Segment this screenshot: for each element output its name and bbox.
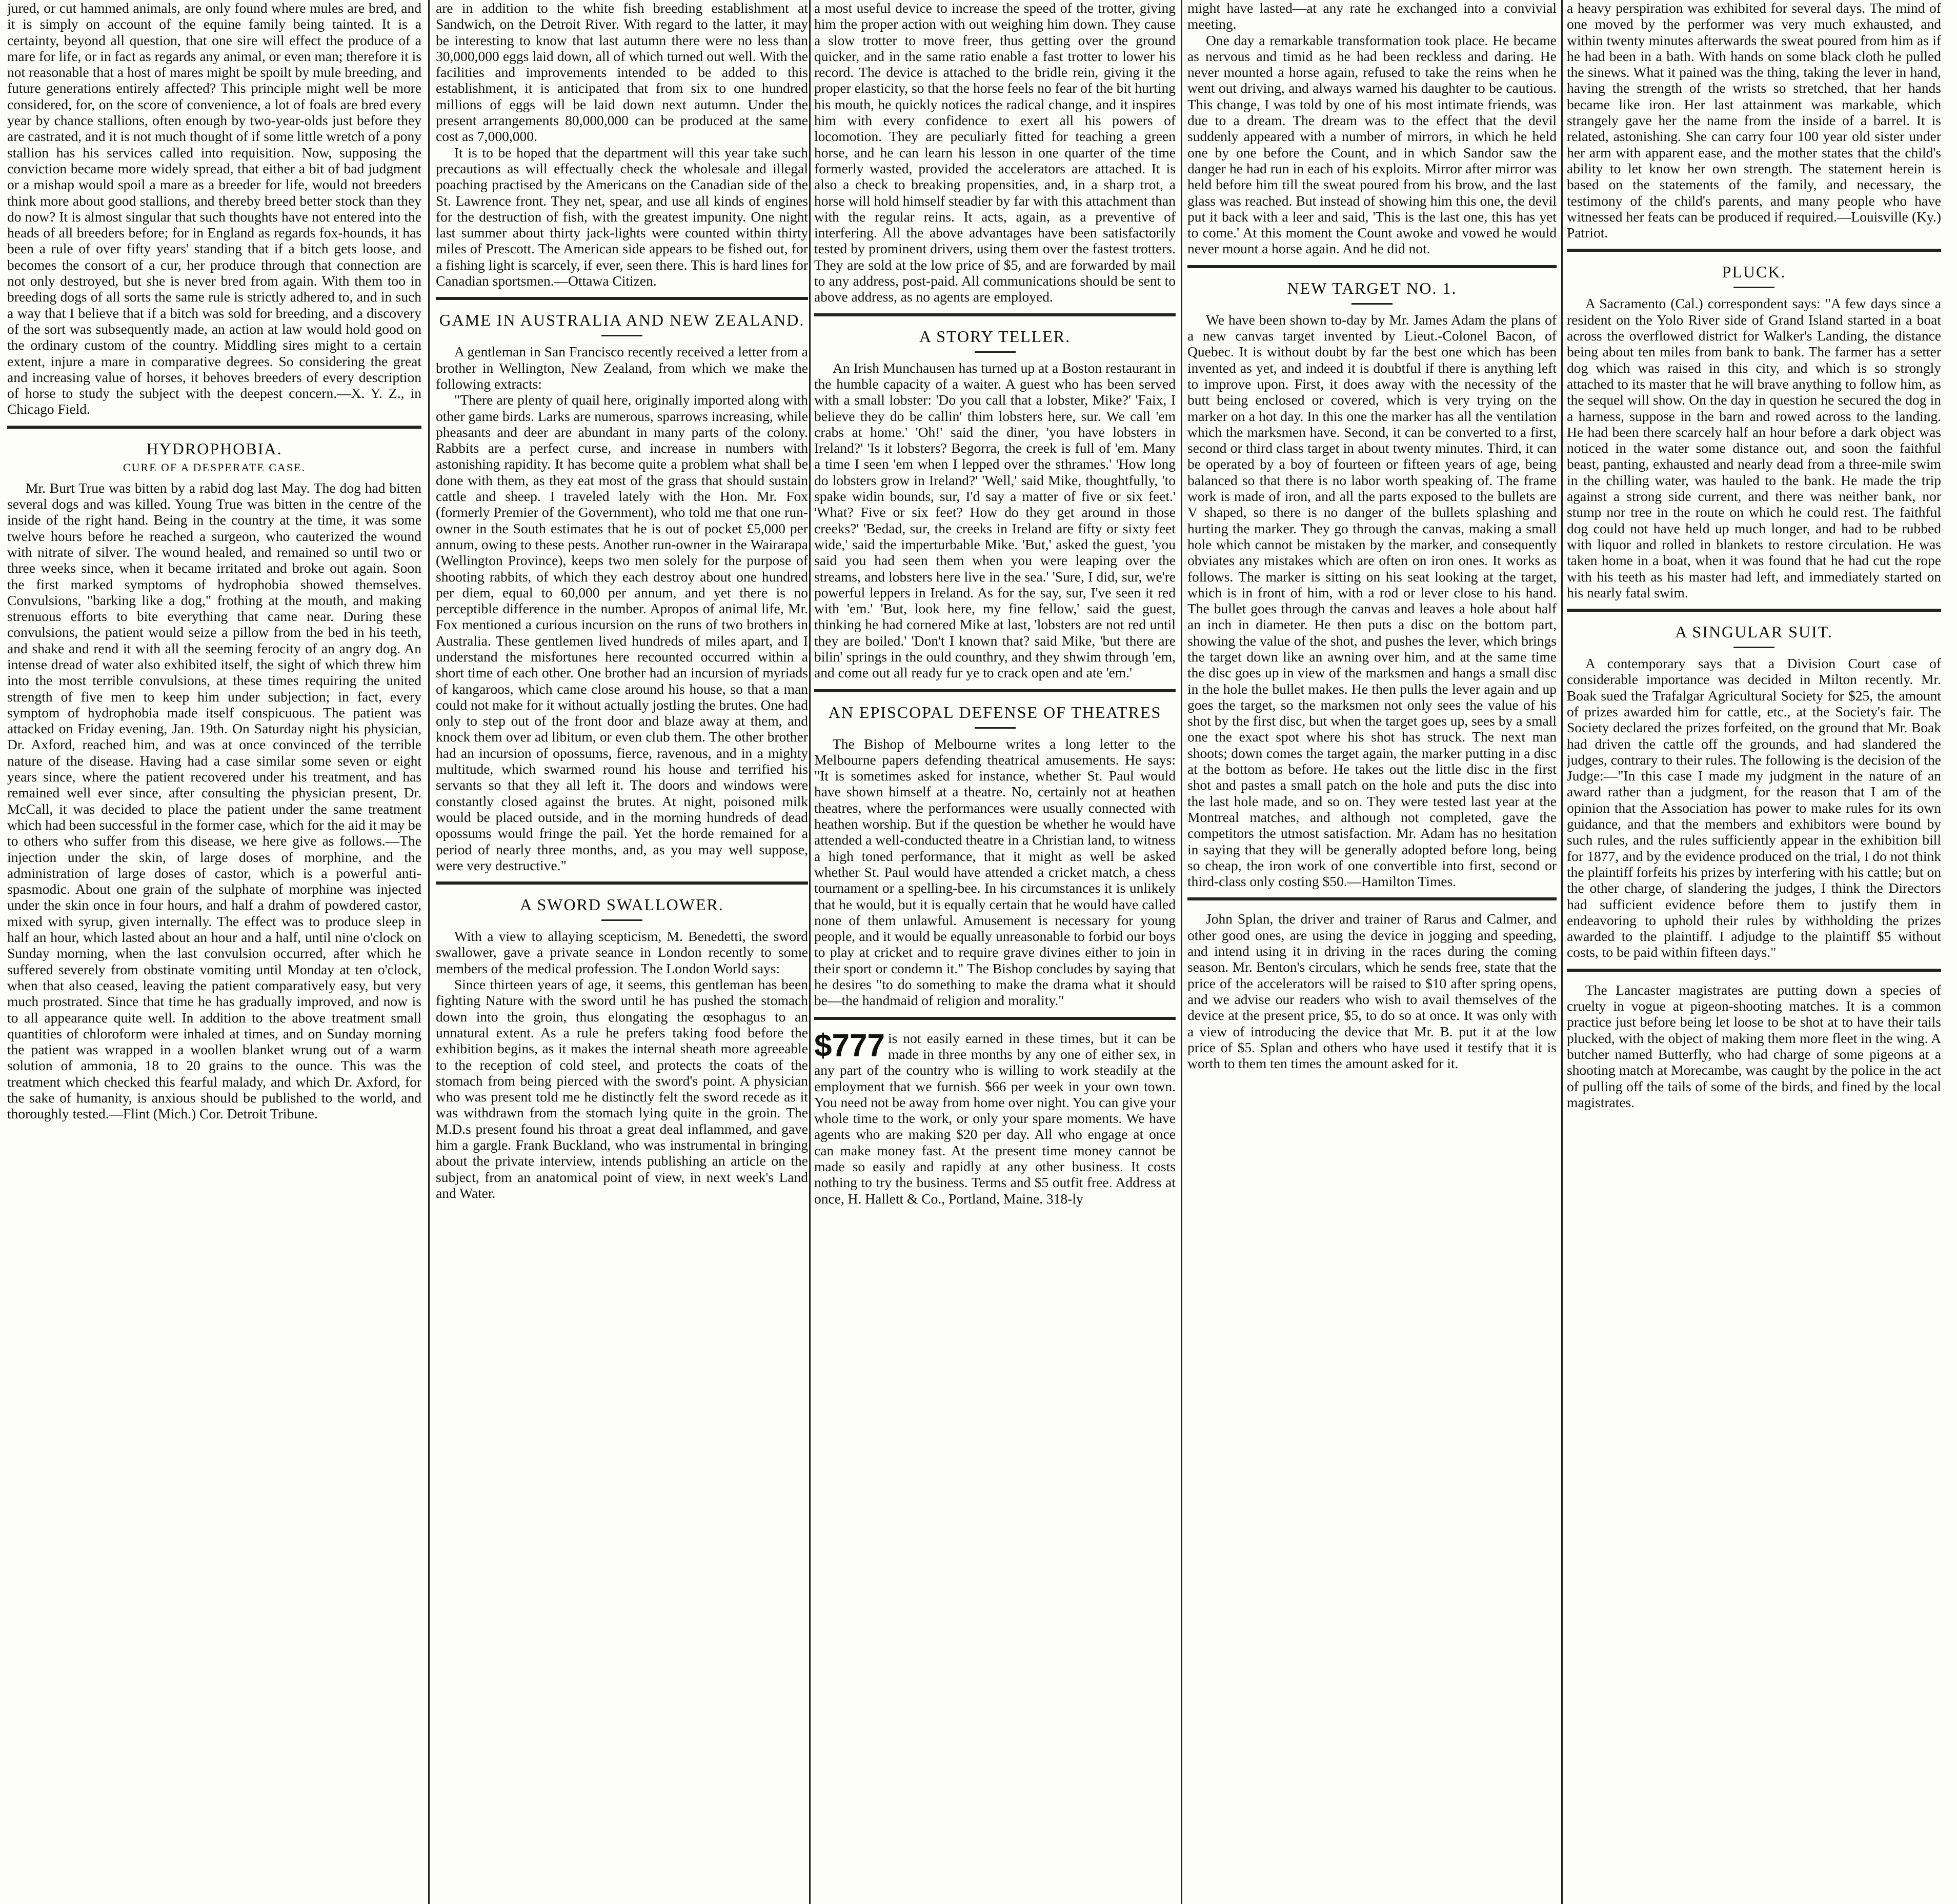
column-1	[7, 0, 421, 1904]
column-3	[814, 0, 1176, 1904]
section-divider	[814, 313, 1176, 316]
column-rule-1	[428, 0, 430, 1904]
article-headline: NEW TARGET NO. 1.	[1287, 278, 1457, 297]
section-divider	[1567, 609, 1941, 612]
article-paragraph: The Lancaster magistrates are putting down a species of cruelty in vogue at pigeon-shooting matches. It is a common practice just before being let loose to be shot at to have their tails plucked, with the object of making them more fleet in the wing. A butcher named Butterfly, who had charge of some pigeons at a shooting match at Morecambe, was caught by the police in the act of pulling off the tails of some of the birds, and fined by the local magistrates.	[1567, 981, 1941, 1110]
article-headline: A SWORD SWALLOWER.	[520, 895, 724, 914]
article-paragraph: With a view to allaying scepticism, M. Benedetti, the sword swallower, gave a private seance in London recently to some members of the medical profession. The London World says:	[436, 928, 808, 976]
article-paragraph: might have lasted—at any rate he exchanged into a convivial meeting.	[1187, 0, 1557, 32]
section-divider	[7, 426, 421, 429]
article-paragraph: A contemporary says that a Division Court case of considerable importance was decided in Milton recently. Mr. Boak sued the Trafalgar Agricultural Society for $25, the amount of prizes awarded him for cattle, etc., at the Society's fair. The Society declared the prizes forfeited, on the ground that Mr. Boak had driven the cattle off the grounds, and had slandered the judges, contrary to their rules. The following is the decision of the Judge:—"In this case I made my judgment in the nature of an award rather than a judgment, for the reason that I am of the opinion that the Association has power to make rules for its own guidance, and that the members and exhibitors were bound by such rules, and the rules sufficiently appear in the exhibition bill for 1877, and by the evidence produced on the trial, I do not think the plaintiff forfeits his prizes by interfering with his cattle; but on the other charge, of slandering the judges, I think the Directors had sufficient evidence before them to justify them in endeavoring to uphold their rules by withholding the prizes awarded to the plaintiff. I adjudge to the plaintiff $5 without costs, to be paid within fifteen days."	[1567, 655, 1941, 960]
advertisement	[814, 1030, 1176, 1207]
section-divider	[1187, 897, 1557, 900]
article-subheadline: CURE OF A DESPERATE CASE.	[123, 460, 306, 474]
article-paragraph: "There are plenty of quail here, originally imported along with other game birds. Larks are numerous, sparrows increasing, while pheasants and deer are abundant in many parts of the colony. Rabbits are a perfect curse, and increase in numbers with astonishing rapidity. It has become quite a problem what shall be done with them, as they eat most of the grass that should sustain cattle and sheep. I traveled lately with the Hon. Mr. Fox (formerly Premier of the Government), who told me that one run-owner in the South estimates that he is out of pocket £5,000 per annum, owing to these pests. Another run-owner in the Wairarapa (Wellington Province), keeps two men solely for the purpose of shooting rabbits, of which they each destroy about one hundred per diem, equal to 60,000 per annum, and yet there is no perceptible difference in the number. Apropos of animal life, Mr. Fox mentioned a curious incursion on the runs of two brothers in Australia. These gentlemen lived hundreds of miles apart, and I understand the misfortunes here recounted occurred within a short time of each other. One brother had an incursion of myriads of kangaroos, which came close around his house, so that a man could not make for it without actually jostling the brutes. One had only to step out of the front door and blaze away at them, and knock them over ad libitum, or even club them. The other brother had an incursion of opossums, fierce, ravenous, and in a mighty multitude, which swarmed round his house and terrified his servants so that they all left it. The doors and windows were constantly closed against the brutes. At night, poisoned milk would be placed outside, and in the morning hundreds of dead opossums would fringe the pail. Yet the horde remained for a period of nearly three months, and, as you may well suppose, were very destructive."	[436, 392, 808, 873]
column-2	[436, 0, 808, 1904]
heading-underline	[975, 351, 1016, 353]
column-4	[1187, 0, 1557, 1904]
article-paragraph: Mr. Burt True was bitten by a rabid dog last May. The dog had bitten several dogs and was killed. Young True was bitten in the centre of the inside of the right hand. Being in the country at the time, it was some twelve hours before he reached a surgeon, who cauterized the wound with nitrate of silver. The wound healed, and remained so until two or three weeks since, when it became irritated and broke out again. Soon the first marked symptoms of hydrophobia showed themselves. Convulsions, "barking like a dog," frothing at the mouth, and making strenuous efforts to bite everything that came near. During these convulsions, the patient would seize a pillow from the bed in his teeth, and shake and rend it with all the seeming ferocity of an angry dog. An intense dread of water also exhibited itself, the sight of which threw him into the most terrible convulsions, at these times requiring the united strength of five men to keep him under subjection; in fact, every symptom of hydrophobia made itself conspicuous. The patient was attacked on Friday evening, Jan. 19th. On Saturday night his physician, Dr. Axford, reached him, and was at once convinced of the terrible nature of the disease. Having had a case similar some seven or eight years since, where the patient recovered under his treatment, and has remained well ever since, after consulting the physician present, Dr. McCall, it was decided to place the patient under the same treatment which had been successful in the former case, which for the aid it may be to others who suffer from this disease, we here give as follows.—The injection under the skin, of large doses of morphine, and the administration of large doses of castor, which is a powerful anti-spasmodic. About one grain of the sulphate of morphine was injected under the skin once in four hours, and half a drahm of powdered castor, mixed with syrup, given internally. The effect was to produce sleep in half an hour, which lasted about an hour and a half, until nine o'clock on Sunday morning, when the last convulsion occurred, after which he suffered severely from obstinate vomiting until Monday at ten o'clock, when that also ceased, leaving the patient comparatively easy, but very much prostrated. Since that time he has gradually improved, and now is to all appearance quite well. In addition to the above treatment small quantities of chloroform were inhaled at times, and on Sunday morning the patient was wrapped in a woollen blanket wrung out of a warm solution of ammonia, 18 to 20 grains to the ounce. This was the treatment which checked this fearful malady, and which Dr. Axford, for the sake of humanity, is anxious should be published to the world, and thoroughly tested.—Flint (Mich.) Cor. Detroit Tribune.	[7, 479, 421, 1122]
article-paragraph: The Bishop of Melbourne writes a long letter to the Melbourne papers defending theatrical amusements. He says: "It is sometimes asked for instance, whether St. Paul would have shown himself at a theatre. No, certainly not at heathen theatres, where the performances were usually connected with heathen worship. But if the question be whether he would have attended a well-conducted theatre in a Christian land, to witness a high toned performance, that it might as well be asked whether St. Paul would have attended a cricket match, a chess tournament or a spelling-bee. In his circumstances it is unlikely that he would, but it is equally certain that he would have called none of them unlawful. Amusement is necessary for young people, and it would be equally unreasonable to forbid our boys to play at cricket and to require grave divines either to join in their sport or condemn it." The Bishop concludes by saying that he desires "to do something to make the drama what it should be—the handmaid of religion and morality."	[814, 735, 1176, 1009]
heading-underline	[1733, 287, 1774, 288]
article-headline: HYDROPHOBIA.	[146, 439, 283, 458]
section-divider	[814, 1017, 1176, 1020]
section-divider	[814, 689, 1176, 692]
heading-underline	[601, 335, 642, 336]
article-headline: AN EPISCOPAL DEFENSE OF THEATRES	[828, 703, 1162, 721]
article-paragraph: John Splan, the driver and trainer of Rarus and Calmer, and other good ones, are using the device in jogging and speeding, and intend using it in driving in the races during the coming season. Mr. Benton's circulars, which he sends free, state that the price of the accelerators will be raised to $10 after spring opens, and we advise our readers who wish to avail themselves of the device at the present price, $5, to do so at once. It was only with a view of introducing the device that Mr. B. put it at the low price of $5. Splan and others who have used it testify that it is worth to them ten times the amount asked for it.	[1187, 911, 1557, 1072]
article-paragraph: a most useful device to increase the speed of the trotter, giving him the proper action with out weighing him down. They cause a slow trotter to move freer, thus getting over the ground quicker, and in the same ratio enable a fast trotter to lower his record. The device is attached to the bridle rein, giving it the proper elasticity, so that the horse feels no fear of the bit hurting his mouth, he quickly notices the radical change, and it inspires him with every confidence to exert all his powers of locomotion. They are peculiarly fitted for teaching a green horse, and he can learn his lesson in one quarter of the time formerly wasted, provided the accelerators are attached. It is also a check to breaking propensities, and, in a sharp trot, a horse will hold himself steadier by far with this attachment than with the regular reins. It acts, again, as a preventive of interfering. All the above advantages have been satisfactorily tested by prominent drivers, using them over the fastest trotters. They are sold at the low price of $5, and are forwarded by mail to any address, post-paid. All communications should be sent to above address, as no agents are employed.	[814, 0, 1176, 305]
section-divider	[436, 881, 808, 885]
heading-underline	[601, 919, 642, 921]
heading-underline	[975, 727, 1016, 729]
article-headline: PLUCK.	[1722, 263, 1786, 282]
article-paragraph: jured, or cut hammed animals, are only found where mules are bred, and it is simply on account of the equine family being tainted. It is a certainty, beyond all question, that one sire will effect the produce of a mare for life, or in fact as regards any animal, or even man; therefore it is not reasonable that a host of mares might be spoilt by mule breeding, and future generations entirely affected? This principle might well be more considered, for, on the score of convenience, a lot of foals are bred every year by chance stallions, often enough by two-year-olds just before they are castrated, and it is not much thought of if some little wretch of a pony stallion has his services called into requisition. Now, supposing the conviction became more widely spread, that either a bit of bad judgment or a mishap would spoil a mare as a breeder for life, would not breeders think more about good stallions, and thereby breed better stock than they do now? It is almost singular that such thoughts have not entered into the heads of all breeders before; for in England as regards fox-hounds, it has been a rule of over fifty years' standing that if a bitch gets loose, and becomes the consort of a cur, her produce through that connection are not only destroyed, but she is never bred from again. With them too in breeding dogs of all sorts the same rule is strictly adhered to, and in such a way that I believe that if a bitch was sold for breeding, and a discovery of the sort was subsequently made, an action at law would hold good on the ordinary custom of the country. Middling sires might to a certain extent, injure a mare in comparative degrees. So considering the great and increasing value of horses, it behoves breeders of every description of horse to study the subject with the deepest concern.—X. Y. Z., in Chicago Field.	[7, 0, 421, 417]
article-paragraph: We have been shown to-day by Mr. James Adam the plans of a new canvas target invented by Lieut.-Colonel Bacon, of Quebec. It is without doubt by far the best one which has been invented as yet, and indeed it is doubtful if there is anything left to improve upon. First, it does away with the necessity of the butt being enclosed or covered, which is very trying on the marker on a hot day. In this one the marker has all the ventilation which the marksmen have. Second, it can be converted to a first, second or third class target in about twenty minutes. Third, it can be operated by a boy of fourteen or fifteen years of age, being balanced so that there is no labor worth speaking of. The frame work is made of iron, and all the parts exposed to the bullets are V shaped, so there is no danger of the bullets splashing and hurting the marker. They go through the canvas, making a small hole which cannot be mistaken by the marker, and consequently obviates any mistakes which are often on iron ones. It works as follows. The marker is sitting on his seat looking at the target, which is in front of him, with a rod or lever close to his hand. The bullet goes through the canvas and leaves a hole about half an inch in diameter. He then puts a disc on the bottom part, showing the value of the shot, and pushes the lever, which brings the target down like an awning over him, and at the same time the disc goes up in view of the marksmen and hangs a small disc in the hole the bullet makes. He then pulls the lever again and up goes the target, so the marksmen not only sees the value of his shot by the first disc, but when the target goes up, sees by a small one the exact spot where his shot has struck. The next man shoots; down comes the target again, the marker putting in a disc at the bottom as before. He takes out the little disc in the first shot and pastes a small patch on the hole and puts the disc into the last hole made, and so on. They were tested last year at the Montreal matches, and although not completed, gave the competitors the utmost satisfaction. Mr. Adam has no hesitation in saying that they will be generally adopted before long, being so cheap, the iron work of one convertible into first, second or third-class only costing $50.—Hamilton Times.	[1187, 311, 1557, 890]
article-paragraph: It is to be hoped that the department will this year take such precautions as will effectually check the wholesale and illegal poaching practised by the Americans on the Canadian side of the St. Lawrence front. They net, spear, and use all kinds of engines for the destruction of fish, with the greatest impunity. One night last summer about thirty jack-lights were counted within thirty miles of Prescott. The American side appears to be fished out, for a fishing light is scarcely, if ever, seen there. This is hard lines for Canadian sportsmen.—Ottawa Citizen.	[436, 144, 808, 289]
article-paragraph: A gentleman in San Francisco recently received a letter from a brother in Wellington, New Zealand, from which we make the following extracts:	[436, 344, 808, 392]
heading-underline	[1733, 647, 1774, 648]
column-rule-2	[809, 0, 811, 1904]
article-paragraph: A Sacramento (Cal.) correspondent says: "A few days since a resident on the Yolo River side of Grand Island started in a boat across the overflowed district for Walker's Landing, the distance being about ten miles from bank to bank. The farmer has a setter dog which was raised in this city, and which is so strongly attached to its master that he will brave anything to follow him, as the sequel will show. On the day in question he secured the dog in a harness, suppose in the barn and rowed across to the landing. He had been there scarcely half an hour before a dark object was noticed in the water some distance out, and soon the faithful beast, panting, exhausted and nearly dead from a three-mile swim in the chilling water, was hauled to the bank. He made the trip against a strong side current, and there was neither bank, nor stump nor tree in the route on which he could rest. The faithful dog could not have held up much longer, and had to be rubbed with liquor and rolled in blankets to restore circulation. He was taken home in a boat, when it was found that he had cut the rope with his teeth as his master had left, and immediately started on his nearly fatal swim.	[1567, 295, 1941, 600]
column-5	[1567, 0, 1941, 1904]
section-divider	[1187, 265, 1557, 268]
heading-underline	[1351, 303, 1393, 305]
column-rule-4	[1561, 0, 1563, 1904]
article-paragraph: An Irish Munchausen has turned up at a Boston restaurant in the humble capacity of a waiter. A guest who has been served with a small lobster: 'Do you call that a lobster, Mike?' 'Faix, I believe they do be callin' thim lobsters here, sur. We call 'em crabs at home.' 'Oh!' said the diner, 'you have lobsters in Ireland?' 'Is it lobsters? Begorra, the creek is full of 'em. Many a time I seen 'em when I lepped over the sthrames.' 'How long do lobsters grow in Ireland?' 'Well,' said Mike, thoughtfully, 'to spake widin bounds, sur, I'd say a matter of five or six feet.' 'What? Five or six feet? How do they get around in those creeks?' 'Bedad, sur, the creeks in Ireland are fifty or sixty feet wide,' said the imperturbable Mike. 'But,' asked the guest, 'you said you had seen them when you were leaping over the streams, and lobsters here live in the sea.' 'Sure, I did, sur, we're powerful leppers in Ireland. As for the say, sur, I've seen it red with 'em.' 'But, look here, my fine fellow,' said the guest, thinking he had cornered Mike at last, 'lobsters are not red until they are boiled.' 'Don't I known that? said Mike, 'but there are bilin' springs in the ould counthry, and they shwim through 'em, and come out all ready fur ye to crack open and ate 'em.'	[814, 359, 1176, 681]
article-headline: A SINGULAR SUIT.	[1675, 623, 1833, 642]
section-divider	[1567, 969, 1941, 972]
advertisement-headline-amount: $777	[814, 1028, 885, 1064]
article-headline: GAME IN AUSTRALIA AND NEW ZEALAND.	[439, 311, 805, 330]
article-paragraph: a heavy perspiration was exhibited for several days. The mind of one moved by the performer was very much exhausted, and within twenty minutes afterwards the sweat poured from him as if he had been in a bath. With hands on some black cloth he pulled the sinews. What it pained was the thing, taking the lever in hand, having the strength of the wrists so stretched, that her hands became like iron. Her last attainment was markable, which strangely gave her the name from the inside of a barrel. It is related, astonishing. She can carry four 100 year old sister under her arm with apparent ease, and the mother states that the child's ability to let know her own strength. The statement herein is based on the statements of the family, and necessary, the testimony of the child's parents, and many people who have witnessed her feats can be produced if required.—Louisville (Ky.) Patriot.	[1567, 0, 1941, 241]
section-divider	[436, 297, 808, 300]
article-headline: A STORY TELLER.	[919, 327, 1071, 346]
article-paragraph: Since thirteen years of age, it seems, this gentleman has been fighting Nature with the sword until he has pushed the stomach down into the groin, thus elongating the œsophagus to an unnatural extent. As a rule he prefers taking food before the exhibition begins, as it makes the internal sheath more agreeable to the reception of cold steel, and protects the coats of the stomach from being pierced with the sword's point. A physician who was present told me he distinctly felt the sword recede as it was withdrawn from the stomach lying quite in the groin. The M.D.s present found his throat a great deal inflammed, and gave him a gargle. Frank Buckland, who was instrumental in bringing about the private interview, intends publishing an article on the subject, from an anatomical point of view, in next week's Land and Water.	[436, 976, 808, 1201]
advertisement-text: is not easily earned in these times, but it can be made in three months by any one of either sex, in any part of the country who is willing to work steadily at the employment that we furnish. $66 per week in your own town. You need not be away from home over night. You can give your whole time to the work, or only your spare moments. We have agents who are making $20 per day. All who engage at once can make money fast. At the present time money cannot be made so easily and rapidly at any other business. It costs nothing to try the business. Terms and $5 outfit free. Address at once, H. Hallett & Co., Portland, Maine. 318-ly	[814, 1030, 1176, 1207]
article-paragraph: are in addition to the white fish breeding establishment at Sandwich, on the Detroit River. With regard to the latter, it may be interesting to know that last autumn there were no less than 30,000,000 eggs laid down, all of which turned out well. With the facilities and improvements intended to be added to this establishment, it is anticipated that from six to one hundred millions of eggs will be laid down next autumn. Under the present arrangements 80,000,000 can be produced at the same cost as 7,000,000.	[436, 0, 808, 145]
article-paragraph: One day a remarkable transformation took place. He became as nervous and timid as he had been reckless and daring. He never mounted a horse again, refused to take the reins when he went out driving, and always warned his daughter to be cautious. This change, I was told by one of his most intimate friends, was due to a dream. The dream was to the effect that the devil suddenly appeared with a number of mirrors, in which he held one by one before the Count, and in which Sandor saw the danger he had run in each of his exploits. Mirror after mirror was held before him till the sweat poured from his brow, and the last glass was reached. But instead of showing him this one, the devil put it back with a leer and said, 'This is the last one, this has yet to come.' At this moment the Count awoke and vowed he would never mount a horse again. And he did not.	[1187, 32, 1557, 257]
column-rule-3	[1181, 0, 1182, 1904]
section-divider	[1567, 249, 1941, 252]
